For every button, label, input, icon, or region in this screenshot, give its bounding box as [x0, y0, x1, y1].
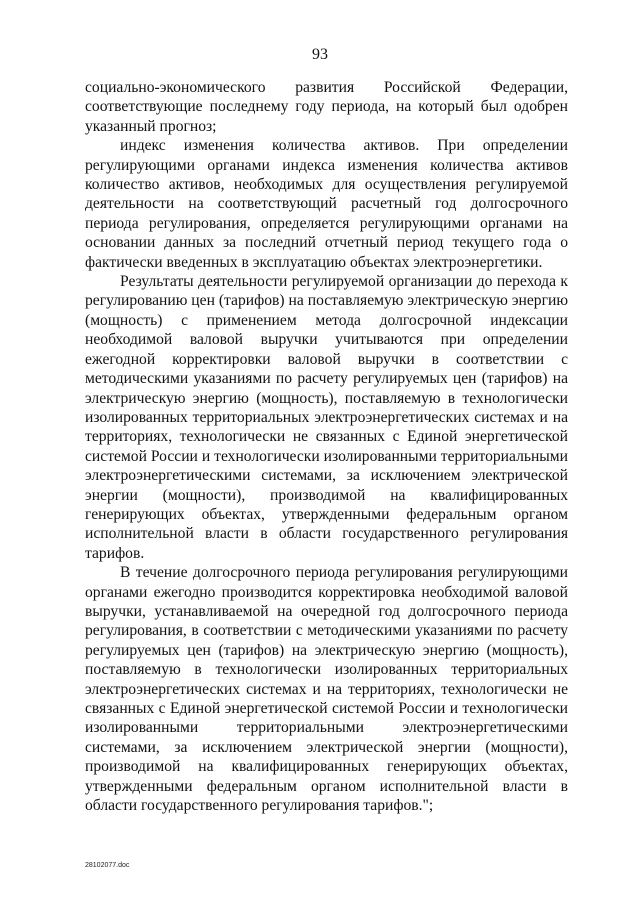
paragraph-activity-results: Результаты деятельности регулируемой организации до перехода к регулированию цен (тарифов) на поставляемую электрическую энергию (мощность) с применением метода долгосрочной индексации необходимой валовой выручки учитываются при определении ежегодной корректировки валовой выручки в соответствии с методическими указаниями по расчету регулируемых цен (тарифов) на электрическую энергию (мощность), поставляемую в технологически изолированных территориальных электроэнергетических системах и на территориях, технологически не связанных с Единой энергетической системой России и технологически изолированными территориальными электроэнергетическими системами, за исключением электрической энергии (мощности), производимой на квалифицированных генерирующих объектах, утвержденными федеральным органом исполнительной власти в области государственного регулирования тарифов. [85, 273, 568, 562]
document-body [85, 78, 568, 815]
paragraph-annual-adjustment: В течение долгосрочного периода регулирования регулирующими органами ежегодно производится корректировка необходимой валовой выручки, устанавливаемой на очередной год долгосрочного периода регулирования, в соответствии с методическими указаниями по расчету регулируемых цен (тарифов) на электрическую энергию (мощность), поставляемую в технологически изолированных территориальных электроэнергетических системах и на территориях, технологически не связанных с Единой энергетической системой России и технологически изолированными территориальными электроэнергетическими системами, за исключением электрической энергии (мощности), производимой на квалифицированных генерирующих объектах, утвержденными федеральным органом исполнительной власти в области государственного регулирования тарифов."; [85, 564, 568, 815]
paragraph-asset-index: индекс изменения количества активов. При определении регулирующими органами индекса изменения количества активов количество активов, необходимых для осуществления регулируемой деятельности на соответствующий расчетный год долгосрочного периода регулирования, определяется регулирующими органами на основании данных за последний отчетный период текущего года о фактически введенных в эксплуатацию объектах электроэнергетики. [85, 137, 568, 271]
page-number: 93 [312, 46, 328, 63]
paragraph-continuation: социально-экономического развития Российской Федерации, соответствующие последнему году периода, на который был одобрен указанный прогноз; [85, 79, 568, 135]
document-filename-footer: 28102077.doc [85, 862, 130, 869]
